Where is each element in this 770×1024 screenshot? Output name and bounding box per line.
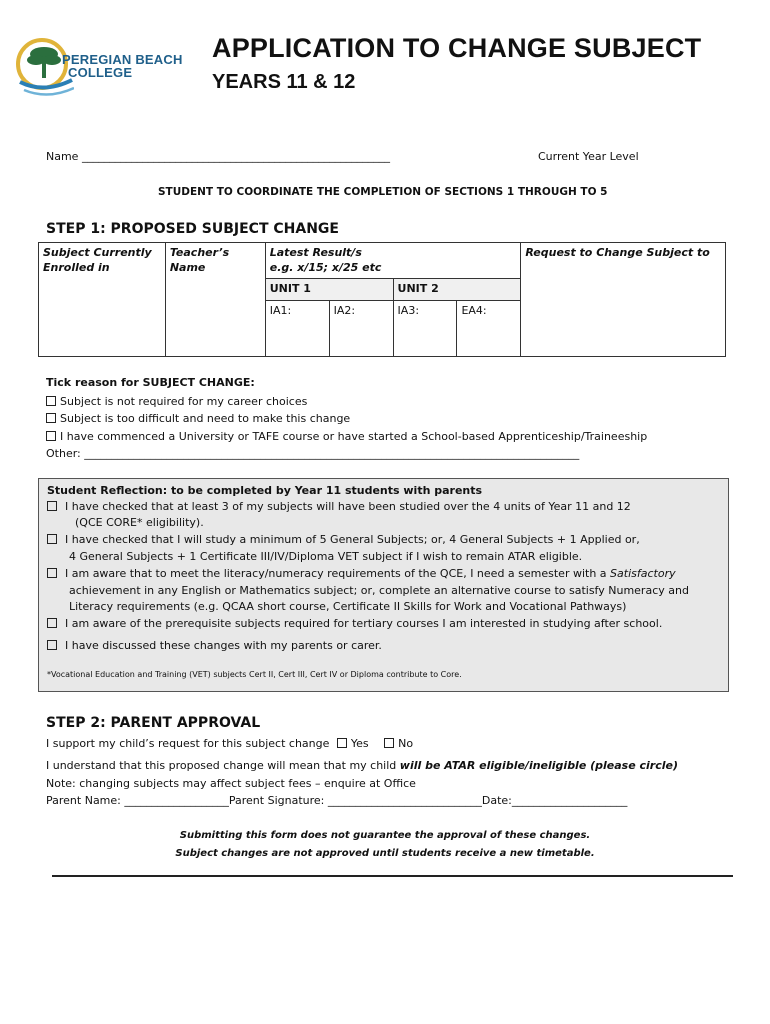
reflection-text: I am aware of the prerequisite subjects required for tertiary courses I am interested in studying after school. [65, 617, 663, 630]
checkbox[interactable] [47, 568, 57, 578]
page-subtitle: YEARS 11 & 12 [212, 71, 356, 93]
date-field[interactable]: _____________________ [511, 794, 628, 807]
reflection-item-4[interactable] [47, 616, 662, 632]
name-field[interactable] [46, 150, 390, 163]
checkbox[interactable] [47, 501, 57, 511]
fees-note: Note: changing subjects may affect subject fees – enquire at Office [46, 777, 416, 790]
col-header-request: Request to Change Subject to [521, 243, 726, 357]
reason-option-3[interactable] [46, 430, 647, 443]
vet-footnote: *Vocational Education and Training (VET) subjects Cert II, Cert III, Cert IV or Diploma contribute to Core. [47, 670, 462, 679]
checkbox[interactable] [47, 618, 57, 628]
reasons-heading: Tick reason for SUBJECT CHANGE: [46, 376, 255, 389]
unit1-header: UNIT 1 [265, 279, 393, 301]
subject-change-table [38, 242, 726, 357]
reason-option-label: Subject is too difficult and need to make this change [60, 412, 351, 425]
reason-option-1[interactable] [46, 395, 307, 408]
college-logo [14, 36, 194, 100]
parent-signature-line [46, 794, 627, 807]
step2-heading: STEP 2: PARENT APPROVAL [46, 715, 261, 731]
results-example: e.g. x/15; x/25 etc [269, 261, 382, 274]
no-label: No [398, 737, 414, 750]
reflection-item-3[interactable] [47, 566, 676, 582]
footer-divider [52, 875, 733, 877]
logo-text-line2: COLLEGE [68, 65, 133, 80]
reason-option-label: Subject is not required for my career choices [60, 395, 308, 408]
reflection-item-5[interactable] [47, 638, 382, 654]
reflection-text-italic: Satisfactory [610, 567, 676, 580]
checkbox[interactable] [46, 431, 56, 441]
no-checkbox[interactable] [384, 738, 394, 748]
reflection-text: I have discussed these changes with my parents or carer. [65, 639, 382, 652]
parent-signature-label: Parent Signature: [228, 794, 325, 807]
step1-heading: STEP 1: PROPOSED SUBJECT CHANGE [46, 221, 339, 237]
other-label: Other: [46, 447, 81, 460]
unit2-header: UNIT 2 [393, 279, 521, 301]
parent-signature-field[interactable]: ____________________________ [327, 794, 482, 807]
atar-statement [46, 759, 678, 772]
parent-name-field[interactable]: ___________________ [124, 794, 229, 807]
support-line [46, 737, 413, 750]
ia1-cell[interactable]: IA1: [265, 301, 329, 357]
reflection-text: I have checked that at least 3 of my subjects will have been studied over the 4 units of Year 11 and 12 [65, 500, 631, 513]
checkbox[interactable] [46, 396, 56, 406]
year-level-label[interactable]: Current Year Level [538, 150, 639, 163]
yes-checkbox[interactable] [337, 738, 347, 748]
other-blank[interactable]: __________________________________________________________________________________________ [84, 447, 580, 460]
reason-other-field[interactable] [46, 447, 579, 460]
results-label: Latest Result/s [269, 246, 362, 259]
reflection-item-2[interactable] [47, 532, 640, 548]
name-label: Name [46, 150, 79, 163]
reason-option-2[interactable] [46, 412, 350, 425]
reflection-heading: Student Reflection: to be completed by Year 11 students with parents [47, 484, 483, 497]
atar-statement-text: I understand that this proposed change will mean that my child [46, 759, 400, 772]
reason-option-label: I have commenced a University or TAFE course or have started a School-based Apprenticeship/Traineeship [60, 430, 648, 443]
col-header-teacher: Teacher’s Name [165, 243, 265, 357]
student-reflection-box [38, 478, 729, 692]
reflection-item-2-cont: 4 General Subjects + 1 Certificate III/IV/Diploma VET subject if I wish to remain ATAR eligible. [69, 550, 583, 563]
logo-text-line1: PEREGIAN BEACH [62, 52, 183, 67]
instruction-text: STUDENT TO COORDINATE THE COMPLETION OF SECTIONS 1 THROUGH TO 5 [158, 186, 608, 198]
col-header-enrolled: Subject Currently Enrolled in [39, 243, 166, 357]
support-text: I support my child’s request for this subject change [46, 737, 330, 750]
logo-emblem-icon [14, 36, 74, 100]
reflection-item-3-cont2: Literacy requirements (e.g. QCAA short course, Certificate II Skills for Work and Vocational Pathways) [69, 600, 627, 613]
reflection-text: I have checked that I will study a minimum of 5 General Subjects; or, 4 General Subjects + 1 Applied or, [65, 533, 640, 546]
ea4-cell[interactable]: EA4: [457, 301, 521, 357]
ia3-cell[interactable]: IA3: [393, 301, 457, 357]
atar-circle-option[interactable]: will be ATAR eligible/ineligible (please circle) [399, 759, 679, 772]
ia2-cell[interactable]: IA2: [329, 301, 393, 357]
checkbox[interactable] [47, 640, 57, 650]
reflection-item-3-cont: achievement in any English or Mathematics subject; or, complete an alternative course to satisfy Numeracy and [69, 584, 689, 597]
footer-line-1: Submitting this form does not guarantee the approval of these changes. [179, 830, 591, 841]
checkbox[interactable] [46, 413, 56, 423]
name-blank[interactable]: ________________________________________________________ [81, 150, 390, 163]
footer-line-2: Subject changes are not approved until students receive a new timetable. [175, 848, 595, 859]
col-header-results [265, 243, 521, 279]
reflection-item-1-cont: (QCE CORE* eligibility). [75, 516, 204, 529]
yes-label: Yes [350, 737, 369, 750]
reflection-item-1[interactable] [47, 499, 631, 515]
checkbox[interactable] [47, 534, 57, 544]
page-title: APPLICATION TO CHANGE SUBJECT [212, 33, 702, 63]
parent-name-label: Parent Name: [46, 794, 121, 807]
date-label: Date: [481, 794, 512, 807]
reflection-text: I am aware that to meet the literacy/numeracy requirements of the QCE, I need a semester with a [65, 567, 611, 580]
